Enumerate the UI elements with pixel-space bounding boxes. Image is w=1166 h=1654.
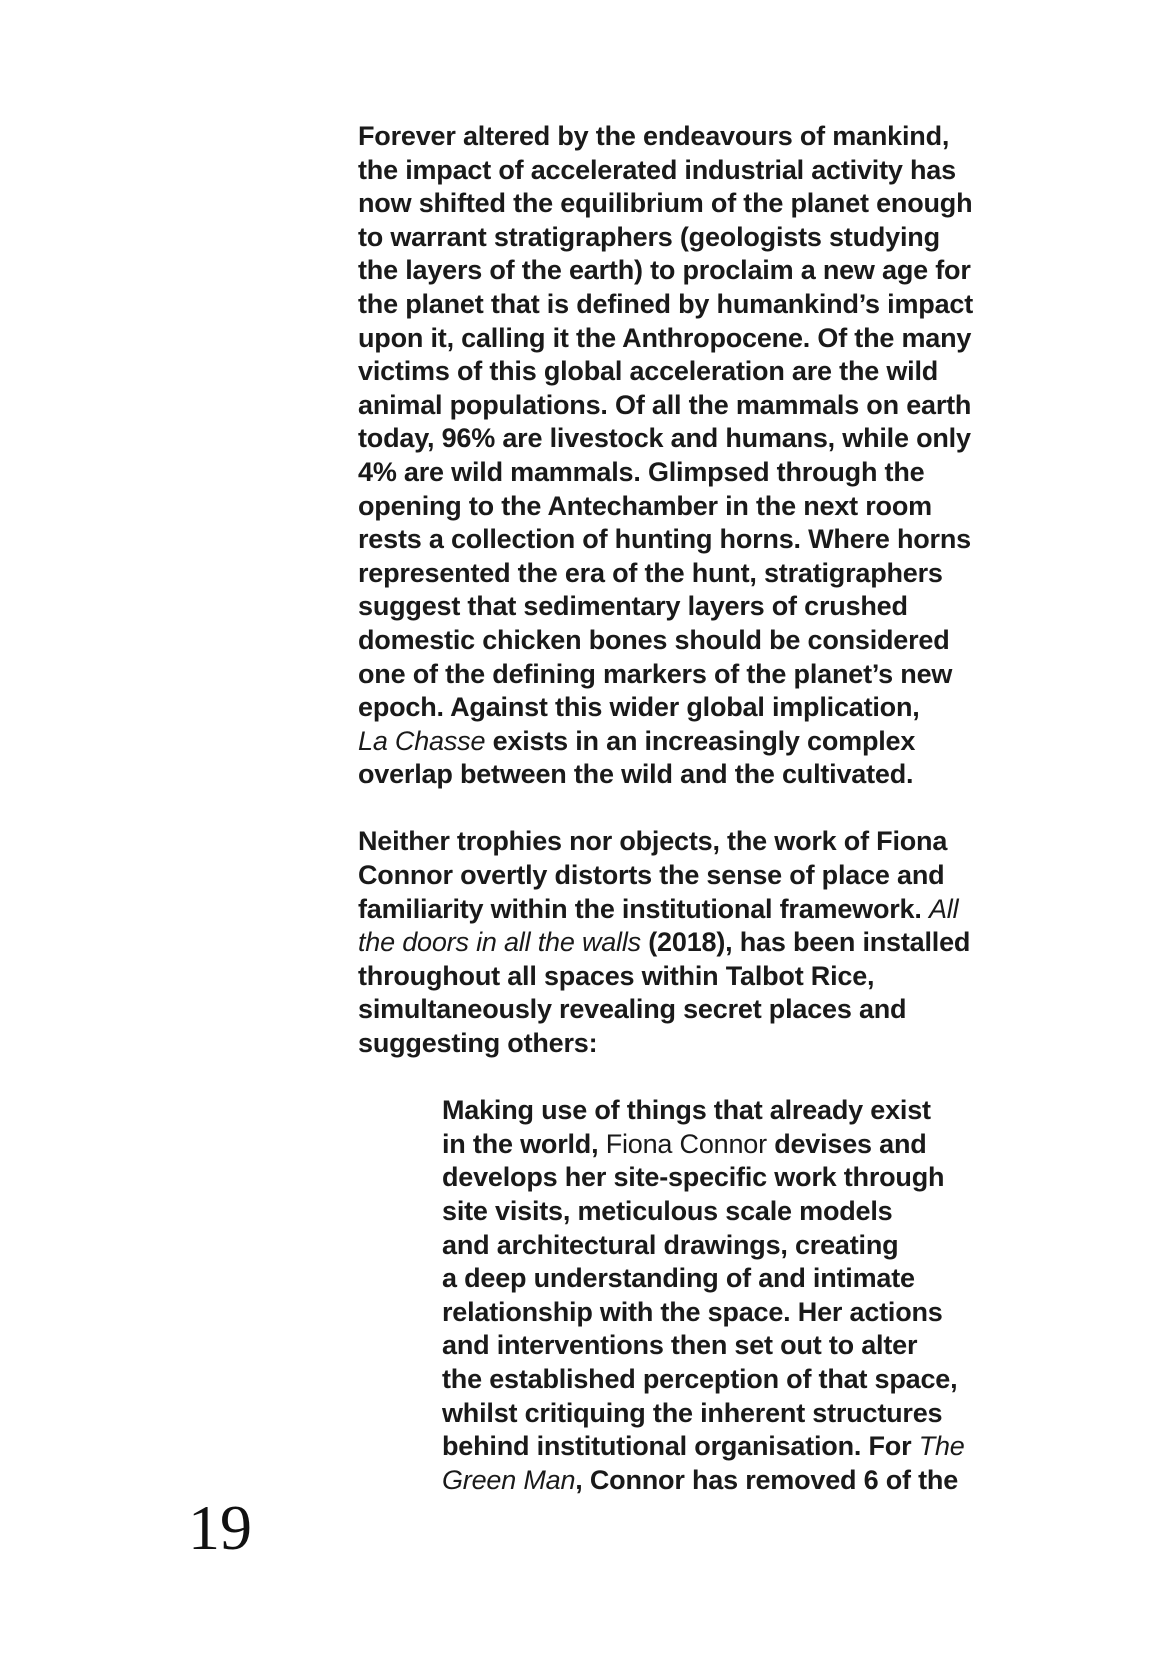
- text-segment: site visits, meticulous scale models: [442, 1196, 893, 1226]
- text-segment: the established perception of that space,: [442, 1363, 958, 1394]
- text-line: [358, 120, 1023, 154]
- text-segment: rests a collection of hunting horns. Where horns: [358, 524, 971, 555]
- text-segment: Connor overtly distorts the sense of place and: [358, 860, 945, 891]
- text-line: [358, 590, 1023, 624]
- text-segment: relationship with the space. Her actions: [442, 1296, 943, 1327]
- text-line: [358, 322, 1023, 356]
- text-segment: suggesting others:: [358, 1028, 598, 1059]
- text-segment: domestic chicken bones should be considered: [358, 624, 950, 655]
- text-line: [358, 691, 1023, 725]
- text-line: [358, 557, 1023, 591]
- text-line: [442, 1397, 1023, 1431]
- text-segment: exists in an increasingly complex: [492, 725, 916, 756]
- text-segment: in the world,: [442, 1128, 606, 1159]
- text-segment: represented the era of the hunt, stratigraphers: [358, 557, 943, 588]
- text-segment: one of the defining markers of the planet’s new: [358, 658, 953, 689]
- text-line: [442, 1430, 1023, 1464]
- text-segment: The: [918, 1431, 965, 1462]
- text-line: [442, 1128, 1023, 1162]
- text-line: [358, 456, 1023, 490]
- text-line: [358, 725, 1023, 759]
- text-segment: devises and: [774, 1128, 927, 1159]
- text-segment: behind institutional organisation. For: [442, 1431, 919, 1462]
- text-line: [358, 758, 1023, 792]
- text-segment: and interventions then set out to alter: [442, 1330, 918, 1361]
- text-segment: epoch. Against this wider global implication,: [358, 692, 920, 723]
- text-segment: simultaneously revealing secret places and: [358, 994, 907, 1025]
- text-line: [358, 221, 1023, 255]
- text-line: [358, 288, 1023, 322]
- text-segment: to warrant stratigraphers (geologists studying: [358, 221, 940, 252]
- text-segment: upon it, calling it the Anthropocene. Of the many: [358, 322, 972, 353]
- text-line: [358, 422, 1023, 456]
- text-line: [442, 1296, 1023, 1330]
- text-segment: opening to the Antechamber in the next room: [358, 490, 932, 521]
- text-segment: today, 96% are livestock and humans, while only: [358, 423, 971, 454]
- page-number: 19: [188, 1492, 252, 1563]
- text-segment: Fiona Connor: [605, 1128, 775, 1159]
- text-line: [442, 1363, 1023, 1397]
- text-line: [358, 825, 1023, 859]
- text-line: [442, 1195, 1023, 1229]
- text-segment: throughout all spaces within Talbot Rice,: [358, 960, 875, 991]
- text-line: [442, 1229, 1023, 1263]
- text-segment: a deep understanding of and intimate: [442, 1263, 915, 1294]
- blockquote-fiona-connor-practice: [442, 1094, 1023, 1497]
- text-line: [358, 154, 1023, 188]
- text-segment: Forever altered by the endeavours of mankind,: [358, 121, 950, 151]
- text-segment: develops her site-specific work through: [442, 1162, 945, 1193]
- text-segment: and architectural drawings, creating: [442, 1229, 899, 1260]
- text-line: [358, 254, 1023, 288]
- text-line: [358, 993, 1023, 1027]
- text-line: [358, 859, 1023, 893]
- text-segment: the planet that is defined by humankind’s impact: [358, 288, 973, 319]
- text-line: [358, 389, 1023, 423]
- text-segment: La Chasse: [358, 725, 493, 756]
- text-line: [442, 1094, 1023, 1128]
- text-segment: the impact of accelerated industrial activity has: [358, 154, 956, 185]
- text-line: [358, 893, 1023, 927]
- text-segment: now shifted the equilibrium of the planet enough: [358, 188, 973, 219]
- text-segment: familiarity within the institutional framework.: [358, 893, 929, 924]
- text-line: [358, 490, 1023, 524]
- text-segment: (2018), has been installed: [648, 927, 971, 958]
- paragraph-anthropocene: [358, 120, 1023, 792]
- text-segment: All: [928, 893, 959, 924]
- text-segment: the layers of the earth) to proclaim a new age for: [358, 255, 971, 286]
- text-line: [358, 1027, 1023, 1061]
- text-line: [442, 1329, 1023, 1363]
- text-segment: Making use of things that already exist: [442, 1095, 931, 1126]
- text-line: [442, 1161, 1023, 1195]
- text-line: [358, 926, 1023, 960]
- text-line: [358, 624, 1023, 658]
- text-line: [442, 1464, 1023, 1498]
- text-line: [358, 960, 1023, 994]
- text-segment: the doors in all the walls: [358, 927, 649, 958]
- text-line: [358, 523, 1023, 557]
- text-segment: overlap between the wild and the cultivated.: [358, 759, 914, 790]
- text-segment: 4% are wild mammals. Glimpsed through the: [358, 456, 925, 487]
- text-segment: animal populations. Of all the mammals on earth: [358, 389, 972, 420]
- text-line: [358, 355, 1023, 389]
- text-segment: suggest that sedimentary layers of crushed: [358, 591, 908, 622]
- text-line: [442, 1262, 1023, 1296]
- text-segment: victims of this global acceleration are the wild: [358, 356, 939, 387]
- text-segment: , Connor has removed 6 of the: [575, 1464, 959, 1495]
- text-line: [358, 187, 1023, 221]
- text-line: [358, 658, 1023, 692]
- text-column: [358, 120, 1023, 1497]
- paragraph-fiona-connor: [358, 825, 1023, 1060]
- text-segment: Neither trophies nor objects, the work of Fiona: [358, 826, 948, 857]
- text-segment: whilst critiquing the inherent structures: [442, 1397, 943, 1428]
- text-segment: Green Man: [442, 1464, 576, 1495]
